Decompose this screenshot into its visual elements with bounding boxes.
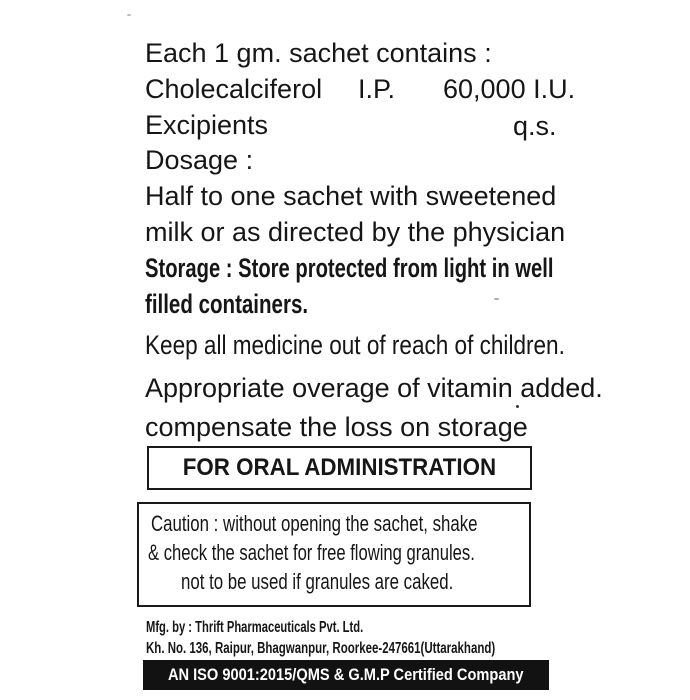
oral-administration-label: FOR ORAL ADMINISTRATION (182, 454, 497, 481)
dosage-label: Dosage : (145, 145, 254, 175)
manufacturer-name: Mfg. by : Thrift Pharmaceuticals Pvt. Ltd. (146, 619, 364, 636)
caution-line: Caution : without opening the sachet, shake (151, 511, 478, 536)
dosage-line: Half to one sachet with sweetened (145, 181, 557, 211)
certification-banner (143, 660, 549, 690)
ingredient-standard: I.P. (358, 74, 396, 104)
caution-line: & check the sachet for free flowing granules. (148, 540, 475, 565)
oral-administration-box (147, 446, 532, 490)
overage-line: Appropriate overage of vitamin added. (145, 373, 603, 403)
certification-text: AN ISO 9001:2015/QMS & G.M.P Certified Company (168, 665, 524, 684)
print-speck (516, 405, 519, 408)
storage-line: Storage : Store protected from light in well (145, 253, 554, 283)
composition-header: Each 1 gm. sachet contains : (145, 38, 492, 68)
ingredient-name: Excipients (145, 110, 269, 140)
storage-line: filled containers. (145, 289, 309, 319)
ingredient-amount: q.s. (513, 111, 557, 141)
overage-line: compensate the loss on storage (145, 412, 528, 442)
ingredient-amount: 60,000 I.U. (443, 74, 576, 104)
caution-box (137, 502, 531, 607)
print-speck (494, 298, 499, 300)
manufacturer-address: Kh. No. 136, Raipur, Bhagwanpur, Roorkee-247661(Uttarakhand) (146, 640, 496, 657)
dosage-line: milk or as directed by the physician (145, 217, 566, 247)
print-speck (127, 14, 131, 16)
keep-away-warning: Keep all medicine out of reach of children. (145, 330, 565, 360)
ingredient-name: Cholecalciferol (145, 74, 323, 104)
caution-line: not to be used if granules are caked. (181, 569, 454, 594)
